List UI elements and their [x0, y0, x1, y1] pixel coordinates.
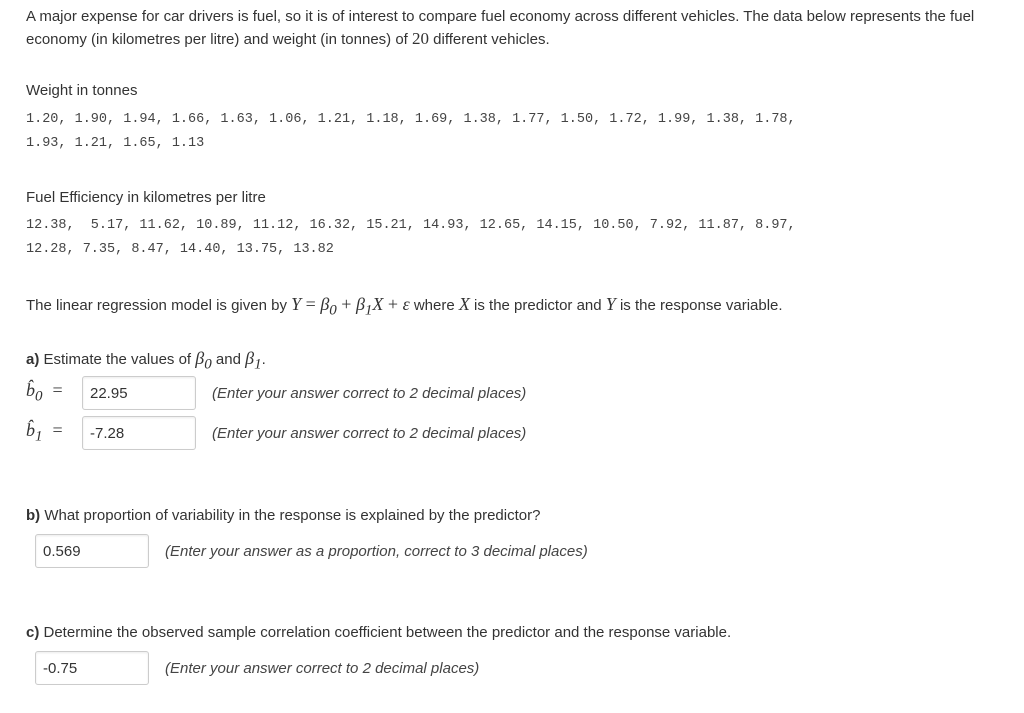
- b0-row: [26, 375, 526, 411]
- weight-values: 1.20, 1.90, 1.94, 1.66, 1.63, 1.06, 1.21, 1.18, 1.69, 1.38, 1.77, 1.50, 1.72, 1.99, 1.38, 1.78, 1.93, 1.21, 1.65, 1.13: [26, 112, 796, 151]
- part-a-label: a): [26, 351, 40, 368]
- intro-paragraph: [26, 6, 1016, 51]
- b0-hat-symbol: $b̂_0$ =: [26, 380, 63, 405]
- part-c-hint: (Enter your answer correct to 2 decimal places): [165, 659, 480, 677]
- part-b-question: b) What proportion of variability in the response is explained by the predictor?: [26, 507, 541, 524]
- b1-input[interactable]: [82, 416, 196, 450]
- vehicle-count: 20: [412, 29, 430, 48]
- correlation-input[interactable]: [35, 651, 149, 685]
- b1-row: [26, 415, 526, 451]
- part-c-row: [35, 650, 479, 686]
- part-c-question: c) Determine the observed sample correlation coefficient between the predictor and the response variable.: [26, 624, 732, 641]
- part-b-hint: (Enter your answer as a proportion, correct to 3 decimal places): [165, 542, 588, 560]
- model-sentence: The linear regression model is given by $Y = \beta_0 + \beta_1X + \varepsilon$ where X is the predictor and Y is the response variable.: [26, 294, 783, 319]
- regression-equation: $Y = \beta_0 + \beta_1X + \varepsilon$: [291, 294, 410, 319]
- part-a-question: a) Estimate the values of $\beta_0$ and $\beta_1$.: [26, 348, 266, 373]
- fuel-values: 12.38, 5.17, 11.62, 10.89, 11.12, 16.32, 15.21, 14.93, 12.65, 14.15, 10.50, 7.92, 11.87, 8.97, 12.28, 7.35, 8.47, 14.40, 13.75, 13.82: [26, 218, 796, 257]
- b0-input[interactable]: [82, 376, 196, 410]
- intro-text-start: A major expense for car drivers is fuel, so it is of interest to compare fuel economy across different vehicles. The data below represents the fuel economy (in kilometres per litre) and weight (in tonnes) of: [26, 8, 975, 48]
- fuel-label: Fuel Efficiency in kilometres per litre: [26, 189, 266, 206]
- part-c-label: c): [26, 624, 40, 641]
- weight-label: Weight in tonnes: [26, 82, 138, 99]
- predictor-symbol: X: [458, 294, 470, 314]
- response-symbol: Y: [605, 294, 616, 314]
- b1-hat-symbol: $b̂_1$ =: [26, 420, 63, 445]
- b0-hint: (Enter your answer correct to 2 decimal places): [212, 384, 527, 402]
- intro-text-end: different vehicles.: [429, 31, 550, 48]
- b1-hint: (Enter your answer correct to 2 decimal places): [212, 424, 527, 442]
- part-b-row: [35, 533, 588, 569]
- part-b-label: b): [26, 507, 41, 524]
- proportion-input[interactable]: [35, 534, 149, 568]
